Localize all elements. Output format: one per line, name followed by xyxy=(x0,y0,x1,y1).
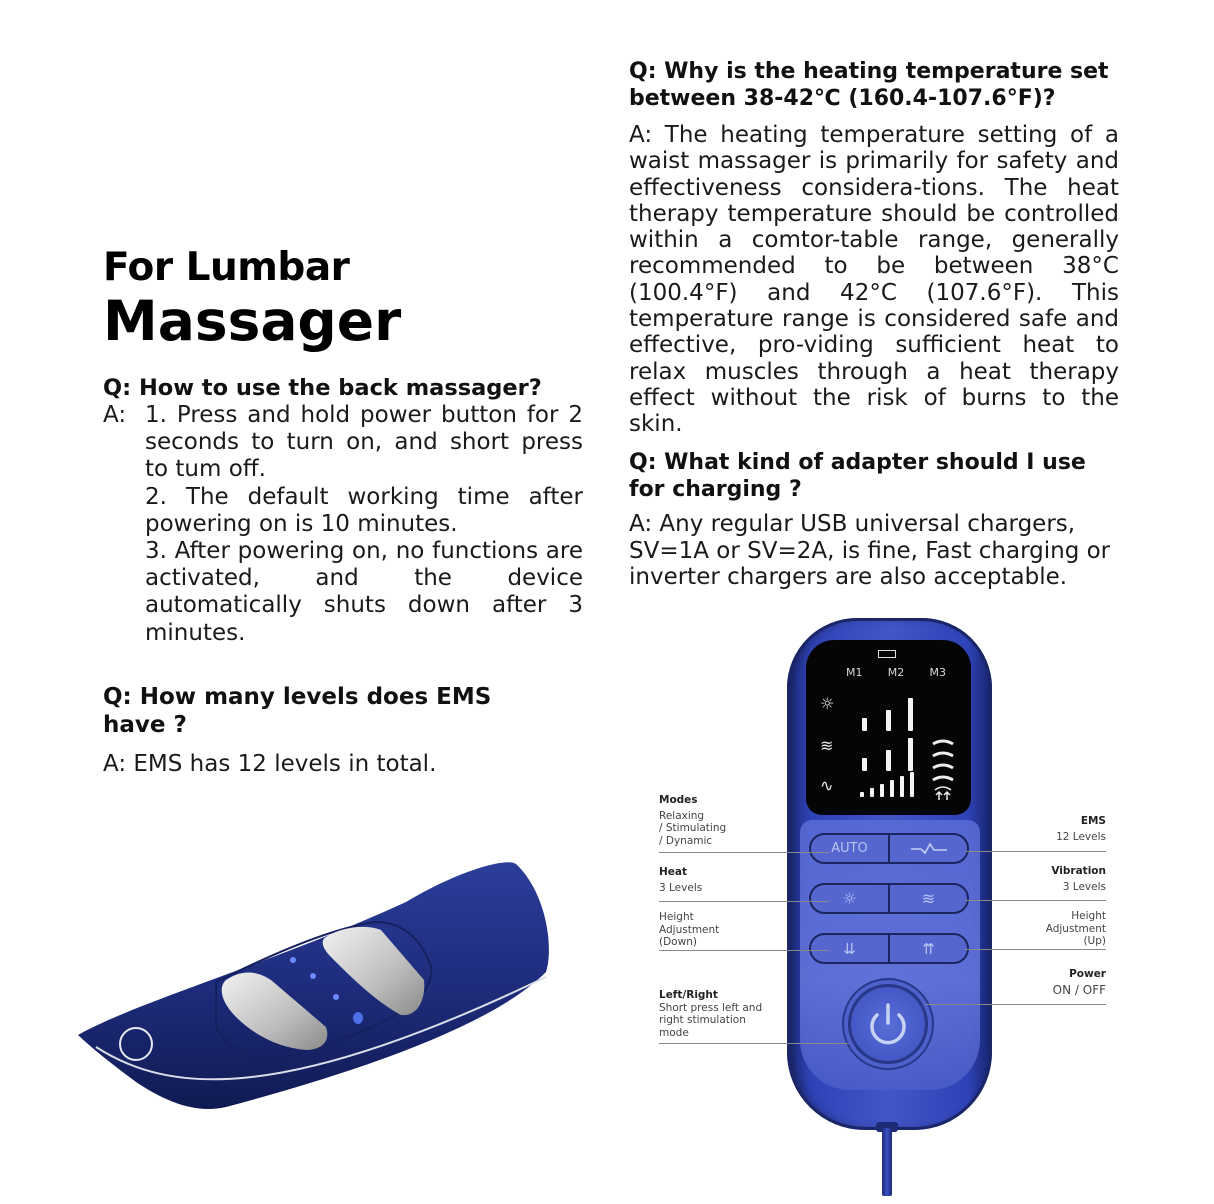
callout-text: Short press left and xyxy=(659,1001,763,1014)
callout-vibration xyxy=(1051,865,1106,893)
callout-text: / Stimulating xyxy=(659,822,727,834)
ems-level-bar xyxy=(890,780,894,797)
faq-answer-adapter: A: Any regular USB universal chargers, SV=1A or SV=2A, is fine, Fast charging or inverter chargers are also acceptable. xyxy=(629,511,1111,590)
lumbar-massager-product-image xyxy=(76,852,554,1117)
callout-text: Height xyxy=(659,911,694,923)
ems-wave-icon xyxy=(911,842,947,856)
auto-mode-button[interactable]: AUTO xyxy=(831,841,868,856)
callout-text: / Dynamic xyxy=(659,834,713,847)
power-cord xyxy=(882,1128,892,1196)
title-line2: Massager xyxy=(103,289,402,353)
callout-power xyxy=(1053,968,1106,996)
callout-heading: EMS xyxy=(1080,815,1106,827)
callout-heading: Left/Right xyxy=(659,989,718,1001)
callout-text: (Up) xyxy=(1083,935,1106,947)
mode-label-m1: M1 xyxy=(846,666,863,679)
faq-question-heating-temp: Q: Why is the heating temperature set between 38-42℃ (160.4-107.6°F)? xyxy=(629,59,1109,111)
ems-level-bar xyxy=(900,776,904,797)
answer-item-3: 3. After powering on, no functions are activated, and the device automatically shuts down after 3 minutes. xyxy=(145,538,583,646)
callout-rule xyxy=(965,900,1106,901)
callout-heading: Modes xyxy=(659,794,698,806)
height-up-icon: ⇈ xyxy=(922,939,935,958)
callout-text: Adjustment xyxy=(659,923,720,936)
callout-text: Height xyxy=(1071,910,1106,922)
answer-item-1: 1. Press and hold power button for 2 seconds to turn on, and short press to tum off. xyxy=(145,402,583,483)
height-down-icon: ⇊ xyxy=(843,939,856,958)
callout-heading: Power xyxy=(1069,968,1106,980)
callout-rule xyxy=(965,949,1106,950)
callout-rule xyxy=(925,1004,1106,1005)
heat-level-bar xyxy=(908,698,913,731)
callout-text: 3 Levels xyxy=(659,881,703,894)
callout-ems xyxy=(1056,815,1106,843)
callout-height-up xyxy=(1046,910,1106,948)
vibration-icon: ≋ xyxy=(820,736,834,755)
callout-text: Adjustment xyxy=(1045,922,1106,935)
button-row-heat-vibration xyxy=(809,883,969,914)
answer-prefix: A: xyxy=(103,402,127,428)
heat-level-bar xyxy=(886,710,891,731)
mode-label-m3: M3 xyxy=(929,666,946,679)
power-icon xyxy=(851,987,925,1061)
callout-rule xyxy=(659,950,829,951)
faq-question-ems-levels: Q: How many levels does EMS have ? xyxy=(103,684,492,738)
button-row-mode-ems xyxy=(809,833,969,864)
callout-heat xyxy=(659,866,702,894)
vibration-level-bar xyxy=(886,750,891,771)
faq-question-adapter: Q: What kind of adapter should I use for charging ? xyxy=(629,450,1086,502)
callout-text: (Down) xyxy=(659,936,697,948)
title-line1: For Lumbar xyxy=(103,245,350,290)
height-down-button[interactable] xyxy=(811,935,888,962)
power-button[interactable] xyxy=(848,984,928,1064)
sun-heat-icon: ☼ xyxy=(842,889,857,908)
faq-question-usage: Q: How to use the back massager? xyxy=(103,375,542,401)
mode-label-m2: M2 xyxy=(887,666,905,679)
heat-button[interactable] xyxy=(811,885,888,912)
vibration-level-bar xyxy=(862,758,867,771)
callout-height-down xyxy=(659,911,719,949)
callout-rule xyxy=(659,852,829,853)
heat-level-bar xyxy=(862,718,867,731)
faq-answer-usage xyxy=(103,402,583,647)
faq-answer-heating-temp: A: The heating temperature setting of a waist massager is primarily for safety and effectiveness considera-tions. The heat therapy temperature should be controlled within a comtor-table range, generally recommended to be between 38°C (100.4°F) and 42°C (107.6°F). This temperature range is considered safe and effective, pro-viding sufficient heat to relax muscles through a heat therapy effect without the risk of burns to the skin. xyxy=(629,122,1119,438)
height-up-button[interactable] xyxy=(888,935,967,962)
callout-text: 3 Levels xyxy=(1062,880,1106,893)
ems-level-bar xyxy=(860,792,864,797)
callout-heading: Heat xyxy=(659,866,688,878)
vibration-level-bar xyxy=(908,738,913,771)
callout-text: mode xyxy=(659,1026,689,1039)
callout-left-right xyxy=(659,989,762,1039)
callout-rule xyxy=(965,851,1106,852)
sun-heat-icon: ☼ xyxy=(820,694,835,713)
ems-button[interactable] xyxy=(888,835,967,862)
callout-text: 12 Levels xyxy=(1056,830,1106,843)
faq-answer-ems-levels: A: EMS has 12 levels in total. xyxy=(103,751,437,777)
mode-labels xyxy=(846,666,946,679)
vibration-button[interactable] xyxy=(888,885,967,912)
callout-text: right stimulation xyxy=(659,1014,746,1026)
answer-item-2: 2. The default working time after powering on is 10 minutes. xyxy=(145,483,583,537)
callout-text: ON / OFF xyxy=(1052,982,1106,997)
callout-text: Relaxing xyxy=(659,809,705,822)
height-arcs-icon xyxy=(930,738,956,802)
button-row-height xyxy=(809,933,969,964)
remote-lcd-screen xyxy=(806,640,971,815)
ems-level-bar xyxy=(910,772,914,797)
ems-wave-icon: ∿ xyxy=(820,776,834,795)
vibration-icon: ≋ xyxy=(921,889,936,908)
callout-heading: Vibration xyxy=(1051,865,1106,877)
ems-level-bar xyxy=(880,784,884,797)
callout-rule xyxy=(659,901,829,902)
callout-rule xyxy=(659,1043,849,1044)
callout-modes xyxy=(659,794,726,847)
ems-level-bar xyxy=(870,788,874,797)
battery-icon xyxy=(878,650,896,658)
